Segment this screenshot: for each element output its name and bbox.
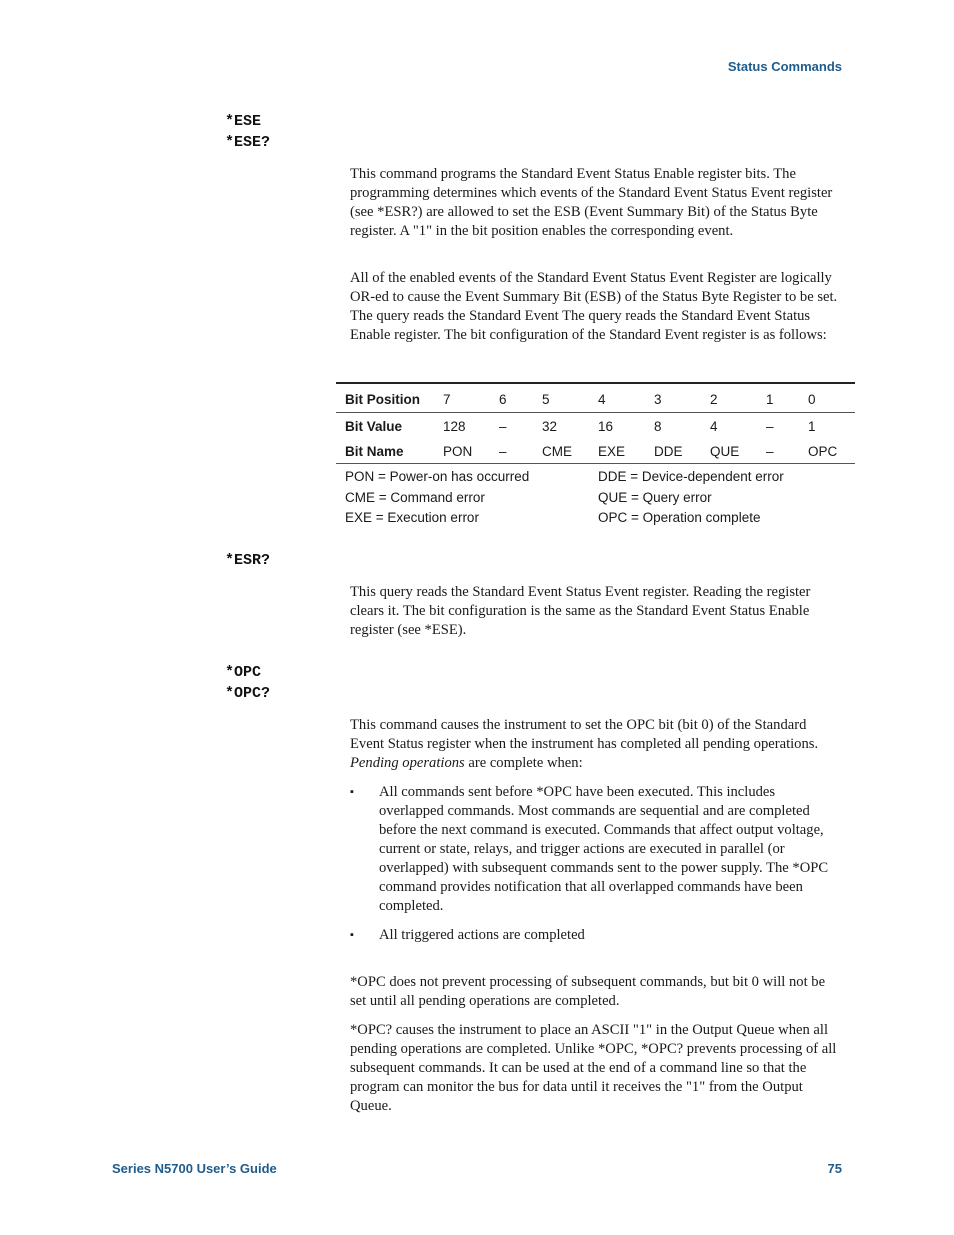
running-header: Status Commands	[727, 59, 842, 74]
opc-intro-emphasis: Pending operations	[350, 755, 465, 771]
command-ese: *ESE	[225, 113, 262, 130]
command-opc-query: *OPC?	[225, 685, 271, 702]
table-cell: 32	[542, 419, 558, 434]
table-cell: CME	[542, 444, 572, 459]
table-cell: 3	[654, 392, 662, 407]
list-item	[350, 926, 842, 945]
list-item	[350, 783, 842, 916]
table-cell: 5	[542, 392, 550, 407]
table-cell: PON	[443, 444, 473, 459]
command-ese-query: *ESE?	[225, 134, 271, 151]
legend-item: QUE = Query error	[598, 490, 712, 505]
table-cell: 1	[766, 392, 774, 407]
table-cell: 1	[808, 419, 816, 434]
table-cell: 8	[654, 419, 662, 434]
table-row-bit-name	[336, 438, 855, 464]
table-cell: EXE	[598, 444, 626, 459]
table-cell: DDE	[654, 444, 683, 459]
command-esr-query: *ESR?	[225, 552, 271, 569]
esr-command-heading	[225, 550, 270, 571]
table-cell: –	[766, 444, 774, 459]
table-cell: 6	[499, 392, 507, 407]
list-item-text: All triggered actions are completed	[379, 927, 585, 943]
bullet-square-icon: ▪	[350, 786, 354, 798]
table-cell: –	[766, 419, 774, 434]
table-cell: 4	[598, 392, 606, 407]
ese-description: This command programs the Standard Event Status Enable register bits. The programming determines which events of the Standard Event Status Event register (see *ESR?) are allowed to set the ESB (Event Summary Bit) of the Status Byte register. A "1" in the bit position enables the corresponding event.	[350, 166, 833, 239]
row-header: Bit Name	[345, 444, 404, 459]
row-header: Bit Position	[345, 392, 420, 407]
table-cell: 0	[808, 392, 816, 407]
opc-intro-text: This command causes the instrument to set the OPC bit (bit 0) of the Standard Event Status register when the instrument has completed all pending operations.	[350, 717, 819, 752]
table-cell: 7	[443, 392, 451, 407]
row-header: Bit Value	[345, 419, 403, 434]
ese-or-description: All of the enabled events of the Standard Event Status Event Register are logically OR-ed to cause the Event Summary Bit (ESB) of the Status Byte Register to be set. The query reads the Standard Event The query reads the Standard Event Status Enable register. The bit configuration of the Standard Event register is as follows:	[350, 270, 838, 343]
opc-command-heading	[225, 662, 270, 704]
table-row-bit-value	[336, 413, 855, 438]
legend-item: PON = Power-on has occurred	[345, 469, 530, 484]
opc-description	[350, 716, 842, 773]
page-number: 75	[827, 1161, 842, 1176]
table-cell: –	[499, 444, 507, 459]
table-cell: 128	[443, 419, 466, 434]
table-cell: 2	[710, 392, 718, 407]
bit-configuration-table	[336, 382, 855, 530]
list-item-text: All commands sent before *OPC have been executed. This includes overlapped commands. Most commands are sequential and are completed before the next command is executed. Commands that affect output voltage, current or state, relays, and trigger actions are executed in parallel (or overlapped) with subsequent commands sent to the power supply. The *OPC command provides notification that all overlapped commands have been completed.	[379, 784, 829, 914]
legend-item: OPC = Operation complete	[598, 510, 761, 525]
bit-legend	[336, 464, 855, 530]
bullet-square-icon: ▪	[350, 929, 354, 941]
table-cell: QUE	[710, 444, 740, 459]
table-cell: OPC	[808, 444, 838, 459]
opc-note: *OPC does not prevent processing of subsequent commands, but bit 0 will not be set until all pending operations are completed.	[350, 974, 826, 1009]
legend-item: DDE = Device-dependent error	[598, 469, 784, 484]
esr-description: This query reads the Standard Event Status Event register. Reading the register clears it. The bit configuration is the same as the Standard Event Status Enable register (see *ESE).	[350, 584, 811, 638]
legend-item: EXE = Execution error	[345, 510, 479, 525]
page-footer	[112, 1161, 842, 1176]
table-cell: –	[499, 419, 507, 434]
table-cell: 4	[710, 419, 718, 434]
command-opc: *OPC	[225, 664, 262, 681]
ese-command-heading	[225, 111, 270, 153]
table-row-bit-position	[336, 384, 855, 413]
opc-query-description: *OPC? causes the instrument to place an ASCII "1" in the Output Queue when all pending operations are completed. Unlike *OPC, *OPC? prevents processing of all subsequent commands. It can be used at the end of a command line so that the program can monitor the bus for data until it receives the "1" from the Output Queue.	[350, 1022, 837, 1114]
opc-conditions-list	[350, 783, 842, 955]
table-cell: 16	[598, 419, 614, 434]
guide-title: Series N5700 User’s Guide	[112, 1161, 277, 1176]
opc-intro-text-end: are complete when:	[464, 755, 583, 771]
legend-item: CME = Command error	[345, 490, 485, 505]
